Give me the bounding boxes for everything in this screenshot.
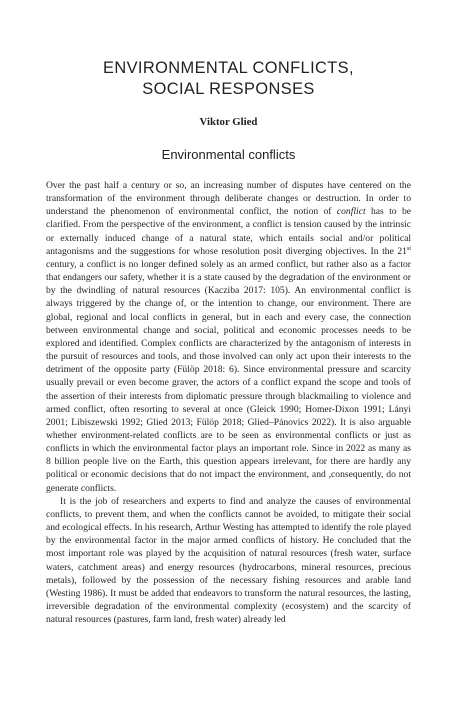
- paragraph-1-text-b: has to be clarified. From the perspective of the environment, a conflict is tension caused by the intrinsic or externally induced change of a natural state, which entails social and/or political antagonisms and the suggestions for whose resolution posit diverging objectives. In the 21: [46, 206, 411, 257]
- paragraph-2: It is the job of researchers and experts to find and analyze the causes of environmental conflicts, to prevent them, and when the conflicts cannot be avoided, to mitigate their social and ecological effects. In his research, Arthur Westing has attempted to identify the role played by the environmental factor in the major armed conflicts of history. He concluded that the most important role was played by the acquisition of natural resources (fresh water, surface waters, catchment areas) and energy resources (hydrocarbons, mineral resources, precious metals), followed by the possession of the necessary fishing resources and arable land (Westing 1986). It must be added that endeavors to transform the natural resources, the lasting, irreversible degradation of the environmental complexity (ecosystem) and the scarcity of natural resources (pastures, farm land, fresh water) already led: [46, 495, 411, 626]
- body-text: [46, 179, 411, 626]
- chapter-title-line-1: ENVIRONMENTAL CONFLICTS,: [103, 59, 354, 77]
- paragraph-1-text-c: century, a conflict is no longer defined solely as an armed conflict, but rather also as a factor that endangers our safety, whether it is a state caused by the degradation of the environment or by the dwindling of natural resources (Kacziba 2017: 105). An environmental conflict is always triggered by the change of, or the intention to change, our environment. There are global, regional and local conflicts in general, but in each and every case, the connection between environmental change and social, political and economic processes needs to be explored and identified. Complex conflicts are characterized by the antagonism of interests in the pursuit of resources and tools, and those involved can only act upon their interests to the detriment of the opposite party (Fülöp 2018: 6). Since environmental pressure and scarcity usually prevail or even become graver, the actors of a conflict expand the scope and tools of the assertion of their interests from diplomatic pressure through blackmailing to violence and armed conflict, often resorting to several at once (Gleick 1990; Homer-Dixon 1991; Lányi 2001; Libiszewski 1992; Glied 2013; Fülöp 2018; Glied–Pánovics 2022). It is also arguable whether environment-related conflicts are to be seen as environmental conflicts or just as conflicts in which the environmental factor plays an important role. Since in 2022 as many as 8 billion people live on the Earth, this question appears irrelevant, for there are hardly any political or economic decisions that do not impact the environment, and ,consequently, do not generate conflicts.: [46, 258, 411, 494]
- chapter-title-line-2: SOCIAL RESPONSES: [142, 80, 315, 98]
- author-name: Viktor Glied: [199, 116, 258, 128]
- emphasis-conflict: conflict: [336, 206, 366, 218]
- superscript-st: st: [406, 245, 411, 252]
- paragraph-1-text-a: Over the past half a century or so, an increasing number of disputes have centered on the transformation of the environment through deliberate changes or destruction. In order to understand the phenomenon of environmental conflict, the notion of: [46, 180, 411, 218]
- section-heading: Environmental conflicts: [161, 147, 296, 162]
- paragraph-1: [46, 179, 411, 495]
- chapter-title: [46, 58, 411, 100]
